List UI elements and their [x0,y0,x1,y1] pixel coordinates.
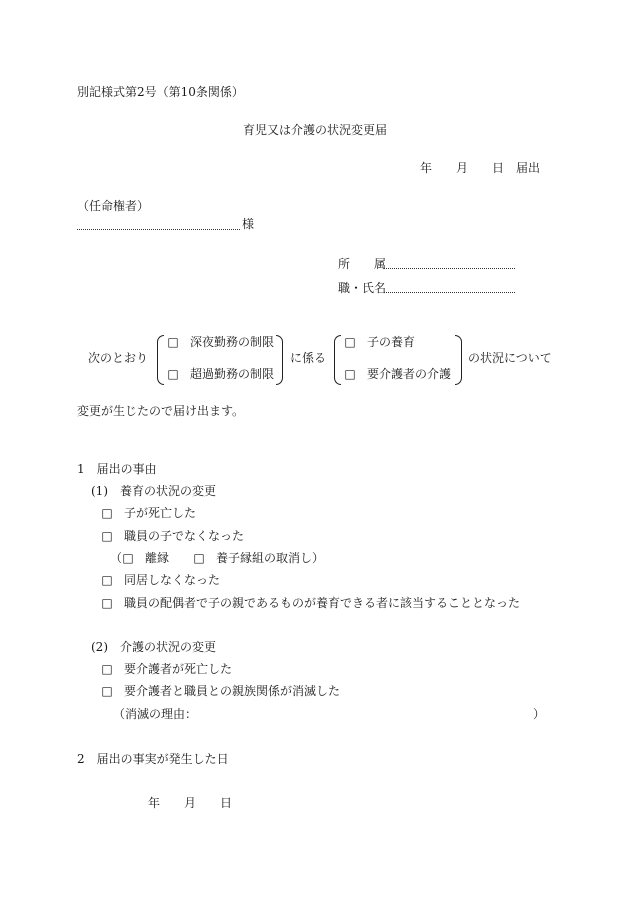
extinction-reason-close: ） [533,707,546,721]
checkbox: □ [101,662,113,676]
affiliation-label: 所 属 [338,257,387,271]
statement-closing: 変更が生じたので届け出ます。 [77,404,245,418]
item-label: 子が死亡した [124,506,197,520]
care-type-option [344,335,415,349]
section-heading-occurrence: 2 届出の事実が発生した日 [77,752,229,766]
section-heading-reasons: 1 届出の事由 [77,462,157,476]
checkbox: □ [101,684,113,698]
list-item [101,596,520,610]
option-label: 養子縁組の取消し [216,551,313,565]
addressee-blank-line [77,216,240,230]
statement-tail: の状況について [468,351,552,365]
subsection-heading-nursing: (2) 介護の状況の変更 [91,640,216,654]
sub-options [110,551,324,565]
work-limit-option [167,335,274,349]
checkbox: □ [101,529,113,543]
checkbox: □ [193,551,205,565]
occurrence-date: 年 月 日 [148,796,233,810]
option-label: 超過勤務の制限 [190,367,275,381]
item-label: 要介護者と職員との親族関係が消滅した [124,684,341,698]
affiliation-blank-line [384,255,515,269]
appointer-label: （任命権者） [77,199,150,213]
work-limit-option [167,367,274,381]
item-label: 職員の子でなくなった [124,529,245,543]
checkbox: □ [101,506,113,520]
extinction-reason-label: （消滅の理由： [113,707,198,721]
option-label: 深夜勤務の制限 [190,335,275,349]
list-item [101,506,196,520]
open-paren: （ [110,551,123,565]
care-type-option [344,367,451,381]
form-reference: 別記様式第2号（第10条関係） [77,85,244,99]
option-label: 離縁 [145,551,170,565]
checkbox: □ [167,335,179,349]
list-item [101,662,232,676]
item-label: 要介護者が死亡した [124,662,233,676]
checkbox: □ [101,573,113,587]
item-label: 同居しなくなった [124,573,221,587]
checkbox: □ [344,335,356,349]
right-bracket [276,335,283,385]
statement-connector: に係る [290,351,327,365]
checkbox: □ [101,596,113,610]
close-paren: ） [312,551,325,565]
document-title: 育児又は介護の状況変更届 [242,123,387,137]
honorific: 様 [242,217,255,231]
left-bracket [334,335,341,385]
checkbox: □ [344,367,356,381]
subsection-heading-childcare: (1) 養育の状況の変更 [91,484,216,498]
checkbox: □ [167,367,179,381]
name-label: 職・氏名 [338,281,387,295]
option-label: 要介護者の介護 [367,367,452,381]
list-item [101,573,220,587]
right-bracket [455,335,462,385]
option-label: 子の養育 [367,335,416,349]
filing-date: 年 月 日 届出 [420,161,541,175]
left-bracket [157,335,164,385]
list-item [101,684,340,698]
checkbox: □ [122,551,134,565]
list-item [101,529,244,543]
statement-lead: 次のとおり [88,351,149,365]
item-label: 職員の配偶者で子の親であるものが養育できる者に該当することとなった [124,596,521,610]
name-blank-line [384,279,515,293]
